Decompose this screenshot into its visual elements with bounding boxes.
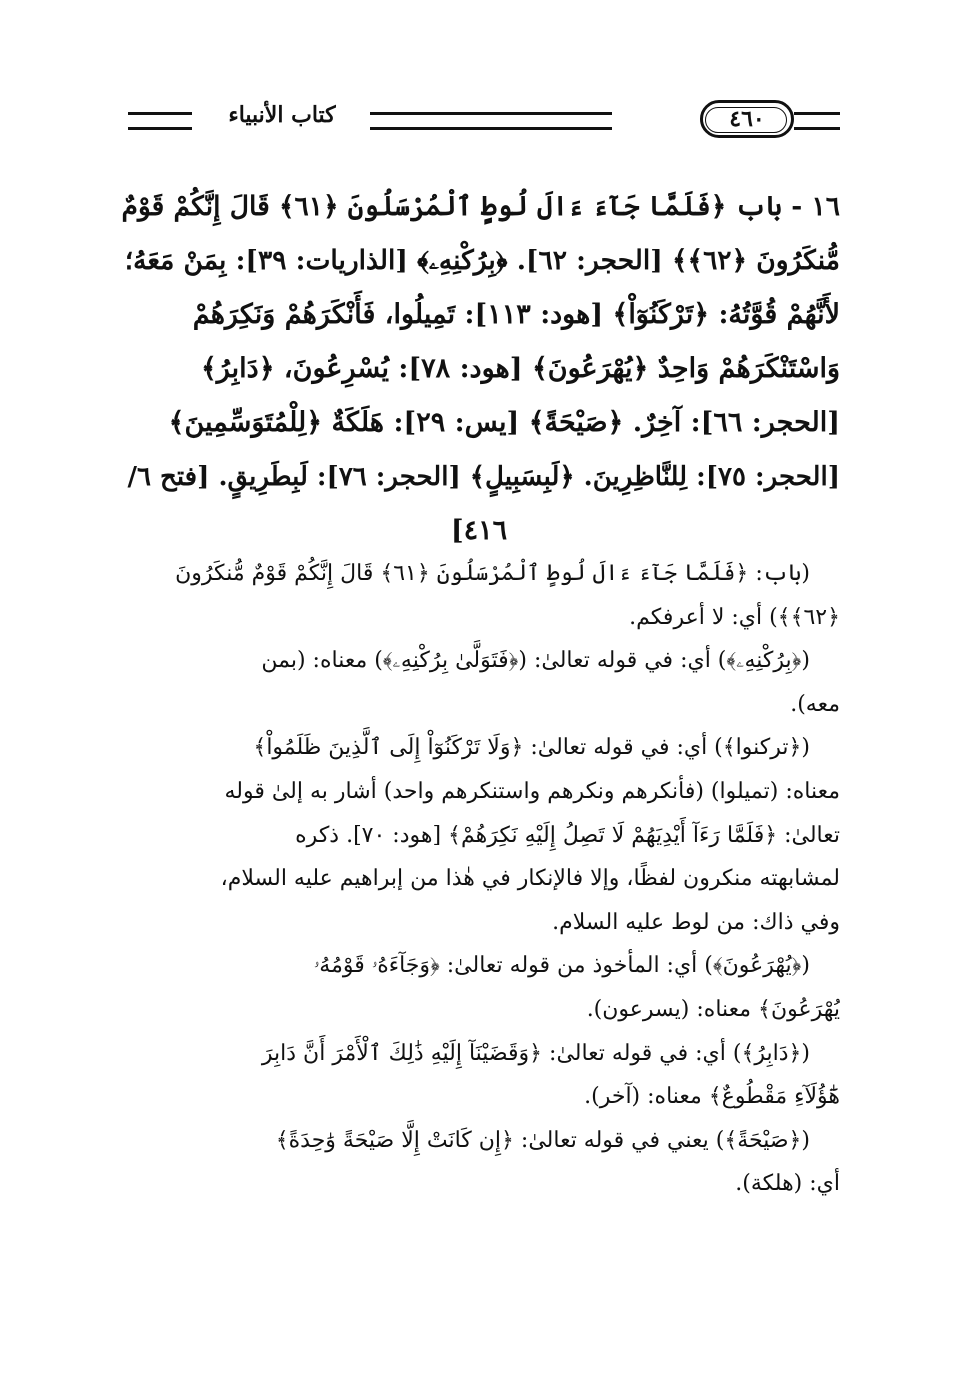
- chapter-reference: ٤١٦]: [450, 515, 508, 546]
- chapter-line: [الحجر: ٧٥]: لِلنَّاظِرِينَ. ﴿لَبِسَبِيلٍ﴾ [الحجر: ٧٦]: لَبِطَرِيقٍ. [فتح ٦/: [127, 462, 840, 492]
- paragraph-line: وفي ذاك: من لوط عليه السلام.: [552, 909, 840, 935]
- commentary-paragraph: [118, 639, 840, 726]
- paragraph-line: (﴿تركنوا﴾) أي: في قوله تعالىٰ: ﴿وَلَا تَرْكَنُوٓاْ إِلَى ٱلَّذِينَ ظَلَمُواْ﴾: [253, 735, 810, 761]
- paragraph-line: هَٰٓؤُلَآءِ مَقْطُوعٌ﴾ معناه: (آخر).: [584, 1084, 840, 1110]
- paragraph-line: (﴿يُهْرَعُونَ﴾) أي: المأخوذ من قوله تعالىٰ: ﴿وَجَآءَهُۥ قَوْمُهُۥ: [313, 953, 810, 979]
- chapter-line: [الحجر: ٦٦]: آخِرٌ. ﴿صَيْحَةً﴾ [يس: ٢٩]: هَلَكَةٌ ﴿لِلْمُتَوَسِّمِينَ﴾: [168, 407, 840, 438]
- page-number-badge: [700, 100, 794, 138]
- paragraph-line: (﴿بِرُكْنِهِۦ﴾) أي: في قوله تعالىٰ: (﴿فَتَوَلَّىٰ بِرُكْنِهِۦ﴾) معناه: (بمن: [261, 648, 810, 674]
- paragraph-line: (﴿صَيْحَةً﴾) يعني في قوله تعالىٰ: ﴿إِن كَانَتْ إِلَّا صَيْحَةً وَٰحِدَةً﴾: [275, 1127, 810, 1153]
- paragraph-line: أي: (هلكة).: [735, 1171, 840, 1197]
- header-rule-right: [794, 112, 840, 130]
- chapter-line: وَاسْتَنْكَرَهُمْ وَاحِدٌ ﴿يُهْرَعُونَ﴾ [هود: ٧٨]: يُسْرِعُونَ، ﴿دَابِرُ﴾: [200, 353, 840, 384]
- paragraph-line: معناه: (تميلوا) (فأنكرهم ونكرهم واستنكرهم واحد) أشار به إلىٰ قوله: [224, 778, 840, 804]
- paragraph-line: معه).: [790, 691, 840, 717]
- chapter-line: لأَنَّهُمْ قُوَّتُهُ: ﴿تَرْكَنُوٓاْ﴾ [هود: ١١٣]: تَمِيلُوا، فَأَنْكَرَهُمْ وَنَكِرَهُمْ: [192, 299, 840, 330]
- commentary-paragraph: [118, 1119, 840, 1206]
- paragraph-line: تعالىٰ: ﴿فَلَمَّا رَءَآ أَيْدِيَهُمْ لَا تَصِلُ إِلَيْهِ نَكِرَهُمْ﴾ [هود: ٧٠]. ذكره: [295, 822, 840, 848]
- header-rule-middle: [370, 112, 612, 130]
- header-rule-left: [128, 112, 192, 130]
- chapter-heading: [118, 180, 840, 558]
- running-header: [118, 98, 840, 142]
- page-number: ٤٦٠: [729, 106, 765, 132]
- commentary-paragraph: [118, 1032, 840, 1119]
- chapter-line: ١٦ - باب ﴿فَلَمَّا جَآءَ ءَالَ لُوطٍ ٱلْمُرْسَلُونَ ﴿٦١﴾ قَالَ إِنَّكُمْ قَوْمٌ: [121, 191, 840, 222]
- commentary: [118, 552, 840, 1206]
- paragraph-line: (باب: ﴿فَلَمَّا جَآءَ ءَالَ لُوطٍ ٱلْمُرْسَلُونَ ﴿٦١﴾ قَالَ إِنَّكُمْ قَوْمٌ مُّنكَرُونَ: [175, 561, 810, 586]
- commentary-paragraph: [118, 726, 840, 944]
- paragraph-line: يُهْرَعُونَ﴾ معناه: (يسرعون).: [586, 996, 840, 1022]
- commentary-paragraph: [118, 944, 840, 1031]
- paragraph-line: (﴿دَابِرُ﴾) أي: في قوله تعالىٰ: ﴿وَقَضَيْنَآ إِلَيْهِ ذَٰلِكَ ٱلْأَمْرَ أَنَّ دَابِرَ: [261, 1040, 810, 1066]
- book-title: كتاب الأنبياء: [228, 102, 336, 128]
- paragraph-line: لمشابهته منكرون لفظًا، وإلا فالإنكار في هٰذا من إبراهيم عليه السلام،: [220, 866, 840, 892]
- commentary-paragraph: [118, 552, 840, 639]
- chapter-line: مُّنكَرُونَ ﴿٦٢﴾﴾ [الحجر: ٦٢]. ﴿بِرُكْنِهِۦ﴾ [الذاريات: ٣٩]: بِمَنْ مَعَهُ؛: [124, 245, 840, 276]
- paragraph-line: ﴿٦٢﴾﴾) أي: لا أعرفكم.: [629, 604, 840, 630]
